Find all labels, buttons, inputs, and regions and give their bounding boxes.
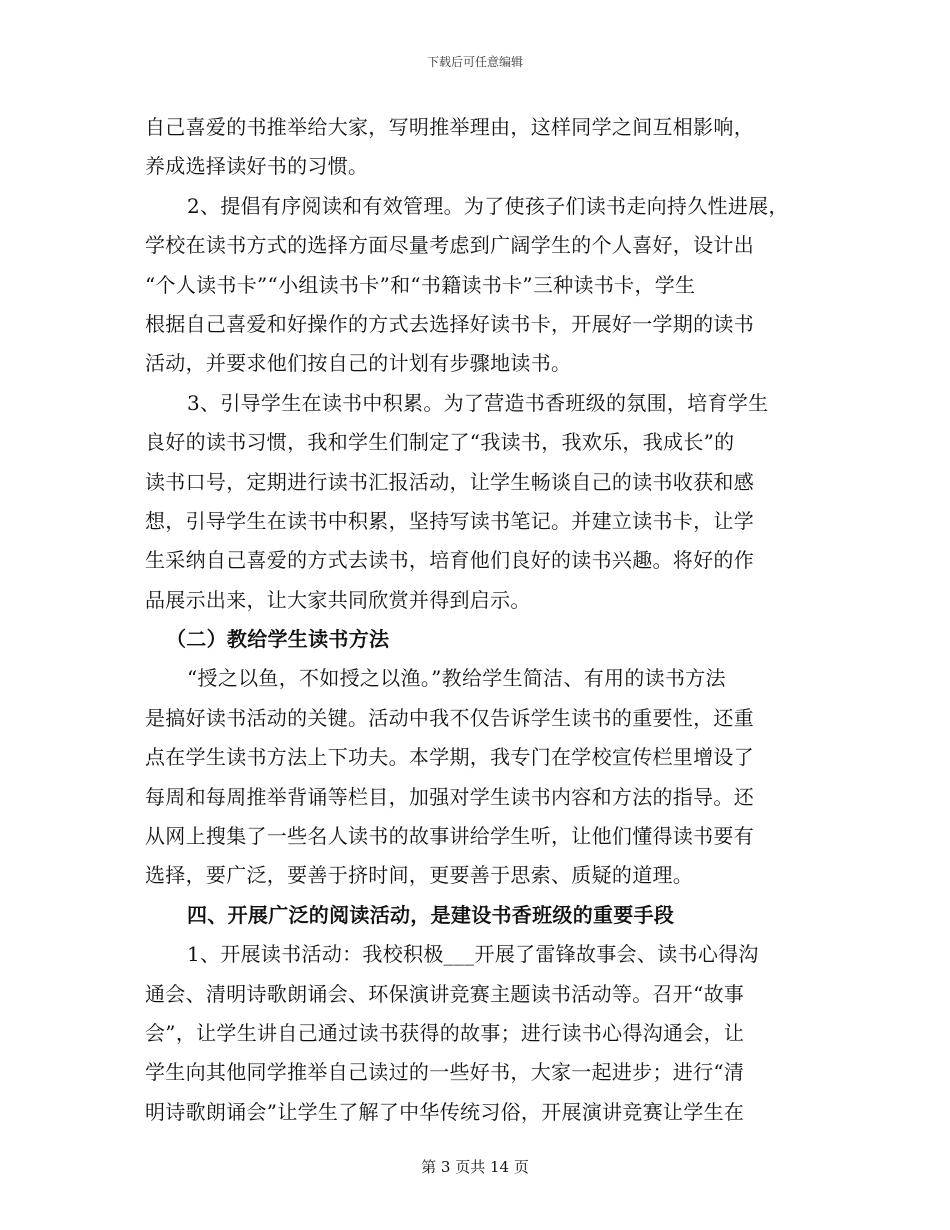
section-heading: （二）教给学生读书方法 [166, 627, 390, 652]
paragraph-line: “个人读书卡”“小组读书卡”和“书籍读书卡”三种读书卡，学生 [145, 272, 696, 297]
paragraph-line: 2、提倡有序阅读和有效管理。为了使孩子们读书走向持久性进展， [187, 193, 789, 218]
paragraph-line: 活动，并要求他们按自己的计划有步骤地读书。 [145, 351, 572, 376]
paragraph-line: 通会、清明诗歌朗诵会、环保演讲竞赛主题读书活动等。召开“故事 [145, 981, 745, 1006]
paragraph-line: 想，引导学生在读书中积累，坚持写读书笔记。并建立读书卡，让学 [145, 508, 754, 533]
paragraph-line: 明诗歌朗诵会”让学生了解了中华传统习俗，开展演讲竞赛让学生在 [145, 1099, 745, 1124]
paragraph-line: 自己喜爱的书推举给大家，写明推举理由，这样同学之间互相影响， [145, 115, 754, 139]
paragraph-line: 选择，要广泛，要善于挤时间，更要善于思索、质疑的道理。 [145, 863, 694, 888]
paragraph-line: 生采纳自己喜爱的方式去读书，培育他们良好的读书兴趣。将好的作 [145, 548, 754, 573]
section-heading: 四、开展广泛的阅读活动，是建设书香班级的重要手段 [187, 902, 675, 927]
paragraph-line: “授之以鱼，不如授之以渔。”教给学生简洁、有用的读书方法 [187, 666, 726, 691]
paragraph-line: 3、引导学生在读书中积累。为了营造书香班级的氛围，培育学生 [187, 390, 769, 415]
paragraph-line: 1、开展读书活动：我校积极___开展了雷锋故事会、读书心得沟 [187, 942, 759, 967]
paragraph-line: 养成选择读好书的习惯。 [145, 154, 369, 179]
page-footer: 第 3 页共 14 页 [421, 1158, 529, 1176]
paragraph-line: 点在学生读书方法上下功夫。本学期，我专门在学校宣传栏里增设了 [145, 745, 754, 770]
paragraph-line: 读书口号，定期进行读书汇报活动，让学生畅谈自己的读书收获和感 [145, 469, 754, 494]
paragraph-line: 品展示出来，让大家共同欣赏并得到启示。 [145, 587, 531, 612]
paragraph-line: 每周和每周推举背诵等栏目，加强对学生读书内容和方法的指导。还 [145, 784, 754, 809]
paragraph-line: 良好的读书习惯，我和学生们制定了“我读书，我欢乐，我成长”的 [145, 430, 735, 455]
document-body [145, 108, 815, 1132]
paragraph-line: 学生向其他同学推举自己读过的一些好书，大家一起进步；进行“清 [145, 1060, 745, 1085]
paragraph-line: 学校在读书方式的选择方面尽量考虑到广阔学生的个人喜好，设计出 [145, 233, 754, 258]
paragraph-line: 是搞好读书活动的关键。活动中我不仅告诉学生读书的重要性，还重 [145, 705, 754, 730]
paragraph-line: 会”，让学生讲自己通过读书获得的故事；进行读书心得沟通会，让 [145, 1020, 745, 1045]
page-header: 下载后可任意编辑 [426, 55, 523, 69]
paragraph-line: 从网上搜集了一些名人读书的故事讲给学生听，让他们懂得读书要有 [145, 824, 754, 849]
paragraph-line: 根据自己喜爱和好操作的方式去选择好读书卡，开展好一学期的读书 [145, 311, 754, 336]
